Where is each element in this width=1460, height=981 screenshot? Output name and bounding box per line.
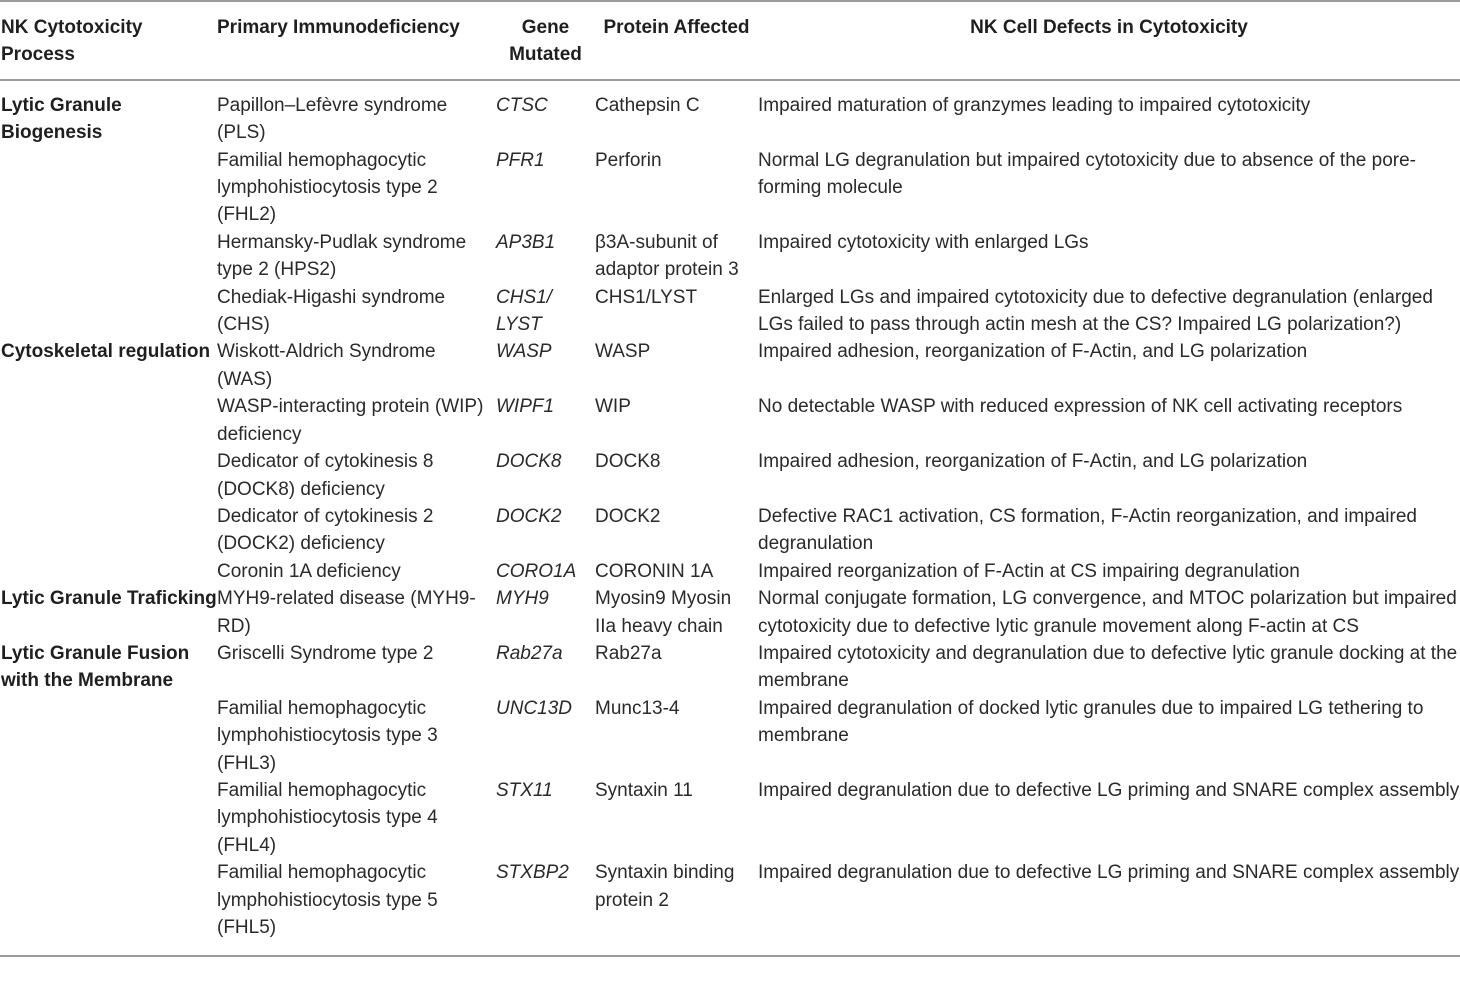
gene-cell: AP3B1	[496, 231, 556, 253]
table-row	[0, 695, 1460, 777]
process-cell	[0, 695, 217, 777]
defects-cell: Impaired reorganization of F-Actin at CS impairing degranulation	[758, 560, 1300, 582]
defects-cell: Enlarged LGs and impaired cytotoxicity due to defective degranulation (enlarged LGs failed to pass through actin mesh at the CS? Impaired LG polarization?)	[758, 286, 1433, 336]
defects-cell: Normal conjugate formation, LG convergence, and MTOC polarization but impaired cytotoxicity due to defective lytic granule movement along F-actin at CS	[758, 588, 1457, 637]
process-cell	[0, 558, 217, 585]
protein-cell: Cathepsin C	[595, 94, 700, 116]
protein-cell: Munc13-4	[595, 697, 680, 719]
table-row	[0, 503, 1460, 558]
immunodeficiency-cell: WASP-interacting protein (WIP) deficiency	[217, 396, 484, 445]
immunodeficiency-cell: Wiskott-Aldrich Syndrome (WAS)	[217, 341, 436, 390]
protein-cell: Rab27a	[595, 642, 662, 664]
process-cell	[0, 393, 217, 448]
process-cell	[0, 448, 217, 503]
table-row	[0, 80, 1460, 147]
table-row	[0, 284, 1460, 339]
gene-cell: CTSC	[496, 94, 548, 116]
header-process: NK Cytotoxicity Process	[1, 17, 143, 66]
protein-cell: β3A-subunit of adaptor protein 3	[595, 231, 739, 281]
immunodeficiency-cell: Papillon–Lefèvre syndrome (PLS)	[217, 94, 448, 144]
header-gene: Gene Mutated	[509, 17, 582, 66]
table-body	[0, 80, 1460, 957]
protein-cell: DOCK2	[595, 505, 661, 527]
gene-cell: CORO1A	[496, 560, 577, 582]
table-row	[0, 777, 1460, 859]
immunodeficiency-cell: Dedicator of cytokinesis 8 (DOCK8) deficiency	[217, 451, 434, 500]
protein-cell: CHS1/LYST	[595, 286, 698, 308]
table-row	[0, 585, 1460, 640]
defects-cell: Impaired degranulation due to defective LG priming and SNARE complex assembly	[758, 779, 1460, 801]
defects-cell: Normal LG degranulation but impaired cytotoxicity due to absence of the pore-forming molecule	[758, 149, 1416, 199]
table-header	[0, 1, 1460, 80]
gene-cell: WIPF1	[496, 396, 555, 418]
gene-cell: UNC13D	[496, 697, 573, 719]
gene-cell: MYH9	[496, 588, 549, 610]
header-protein: Protein Affected	[603, 17, 750, 38]
immunodeficiency-cell: Hermansky-Pudlak syndrome type 2 (HPS2)	[217, 231, 467, 281]
header-immunodeficiency: Primary Immunodeficiency	[217, 17, 460, 38]
process-cell: Lytic Granule Traficking	[1, 588, 217, 610]
immunodeficiency-cell: Chediak-Higashi syndrome (CHS)	[217, 286, 446, 336]
defects-cell: Impaired adhesion, reorganization of F-Actin, and LG polarization	[758, 341, 1308, 363]
immunodeficiency-cell: Coronin 1A deficiency	[217, 560, 401, 582]
table-row	[0, 859, 1460, 956]
header-defects: NK Cell Defects in Cytotoxicity	[970, 17, 1248, 38]
protein-cell: Myosin9 Myosin IIa heavy chain	[595, 588, 732, 637]
gene-cell: CHS1/ LYST	[496, 286, 552, 336]
gene-cell: DOCK2	[496, 505, 562, 527]
protein-cell: WASP	[595, 341, 651, 363]
immunodeficiency-cell: Griscelli Syndrome type 2	[217, 642, 434, 664]
gene-cell: WASP	[496, 341, 552, 363]
immunodeficiency-cell: MYH9-related disease (MYH9-RD)	[217, 588, 476, 637]
process-cell	[0, 147, 217, 229]
immunodeficiency-cell: Dedicator of cytokinesis 2 (DOCK2) deficiency	[217, 505, 434, 555]
defects-cell: Impaired maturation of granzymes leading to impaired cytotoxicity	[758, 94, 1311, 116]
table-row	[0, 338, 1460, 393]
process-cell	[0, 503, 217, 558]
table-row	[0, 147, 1460, 229]
protein-cell: Syntaxin binding protein 2	[595, 862, 735, 911]
defects-cell: Impaired degranulation of docked lytic granules due to impaired LG tethering to membrane	[758, 697, 1424, 747]
protein-cell: DOCK8	[595, 451, 661, 473]
protein-cell: CORONIN 1A	[595, 560, 714, 582]
defects-cell: Impaired adhesion, reorganization of F-Actin, and LG polarization	[758, 451, 1308, 473]
defects-cell: No detectable WASP with reduced expression of NK cell activating receptors	[758, 396, 1403, 418]
defects-cell: Impaired cytotoxicity and degranulation due to defective lytic granule docking at the membrane	[758, 642, 1458, 692]
gene-cell: PFR1	[496, 149, 545, 171]
process-cell: Cytoskeletal regulation	[1, 341, 211, 363]
gene-cell: STX11	[496, 779, 553, 801]
gene-cell: DOCK8	[496, 451, 562, 473]
protein-cell: Perforin	[595, 149, 662, 171]
process-cell	[0, 777, 217, 859]
process-cell	[0, 859, 217, 956]
process-cell	[0, 229, 217, 284]
protein-cell: WIP	[595, 396, 631, 418]
defects-cell: Impaired degranulation due to defective LG priming and SNARE complex assembly	[758, 862, 1460, 884]
table-row	[0, 640, 1460, 695]
process-cell	[0, 284, 217, 339]
immunodeficiency-cell: Familial hemophagocytic lymphohistiocytosis type 2 (FHL2)	[217, 149, 438, 226]
immunodeficiency-cell: Familial hemophagocytic lymphohistiocytosis type 4 (FHL4)	[217, 779, 438, 856]
gene-cell: STXBP2	[496, 862, 569, 884]
header-row	[0, 1, 1460, 80]
process-cell: Lytic Granule Biogenesis	[1, 94, 122, 144]
table-row	[0, 393, 1460, 448]
gene-cell: Rab27a	[496, 642, 563, 664]
defects-cell: Defective RAC1 activation, CS formation, F-Actin reorganization, and impaired degranulation	[758, 505, 1417, 555]
process-cell: Lytic Granule Fusion with the Membrane	[1, 642, 190, 692]
table-row	[0, 558, 1460, 585]
immunodeficiency-cell: Familial hemophagocytic lymphohistiocytosis type 3 (FHL3)	[217, 697, 438, 774]
defects-cell: Impaired cytotoxicity with enlarged LGs	[758, 231, 1089, 253]
immunodeficiency-cell: Familial hemophagocytic lymphohistiocytosis type 5 (FHL5)	[217, 862, 438, 938]
table-row	[0, 448, 1460, 503]
protein-cell: Syntaxin 11	[595, 779, 693, 801]
table-row	[0, 229, 1460, 284]
